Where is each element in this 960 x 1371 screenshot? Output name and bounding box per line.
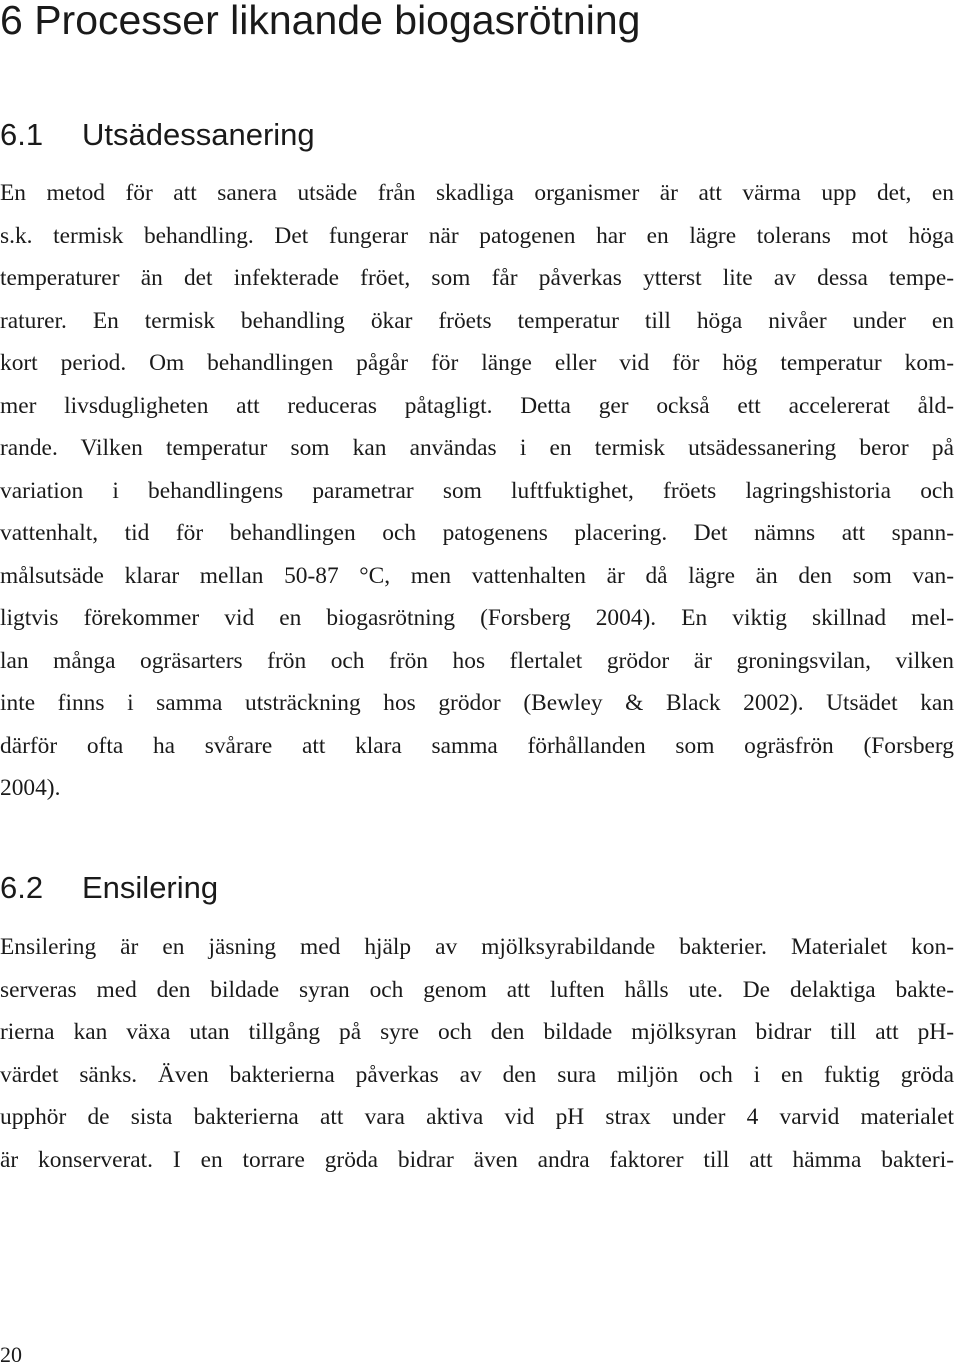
section-title: Ensilering bbox=[82, 870, 219, 905]
section-6-2-paragraph bbox=[0, 926, 954, 1181]
text-line: är konserverat. I en torrare gröda bidrar även andra faktorer till att hämma bakteri- bbox=[0, 1146, 954, 1173]
text-line: Ensilering är en jäsning med hjälp av mjölksyrabildande bakterier. Materialet kon- bbox=[0, 934, 954, 960]
section-number: 6.2 bbox=[0, 870, 44, 905]
page-number: 20 bbox=[0, 1342, 22, 1367]
text-line: därför ofta ha svårare att klara samma förhållanden som ogräsfrön (Forsberg bbox=[0, 732, 954, 759]
section-heading-6-1 bbox=[0, 115, 315, 155]
text-line: mer livsdugligheten att reduceras påtagligt. Detta ger också ett accelererat åld- bbox=[0, 392, 954, 419]
text-line: s.k. termisk behandling. Det fungerar när patogenen har en lägre tolerans mot höga bbox=[0, 222, 954, 249]
text-line: vattenhalt, tid för behandlingen och patogenens placering. Det nämns att spann- bbox=[0, 520, 954, 546]
text-line: upphör de sista bakterierna att vara aktiva vid pH strax under 4 varvid materialet bbox=[0, 1104, 954, 1130]
section-title: Utsädessanering bbox=[82, 117, 315, 152]
text-line: 2004). bbox=[0, 775, 61, 801]
text-line: kort period. Om behandlingen pågår för länge eller vid för hög temperatur kom- bbox=[0, 350, 954, 376]
chapter-title: 6 Processer liknande biogasrötning bbox=[0, 0, 641, 43]
section-heading-6-2 bbox=[0, 868, 218, 908]
text-line: ligtvis förekommer vid en biogasrötning (Forsberg 2004). En viktig skillnad mel- bbox=[0, 605, 954, 631]
text-line: variation i behandlingens parametrar som luftfuktighet, fröets lagringshistoria och bbox=[0, 477, 954, 504]
text-line: lan många ogräsarters frön och frön hos flertalet grödor är groningsvilan, vilken bbox=[0, 647, 954, 674]
text-line: rande. Vilken temperatur som kan användas i en termisk utsädessanering beror på bbox=[0, 435, 954, 461]
section-number: 6.1 bbox=[0, 117, 44, 152]
text-line: målsutsäde klarar mellan 50-87 °C, men vattenhalten är då lägre än den som van- bbox=[0, 562, 954, 589]
text-line: En metod för att sanera utsäde från skadliga organismer är att värma upp det, en bbox=[0, 180, 954, 206]
text-line: inte finns i samma utsträckning hos grödor (Bewley & Black 2002). Utsädet kan bbox=[0, 690, 954, 716]
text-line: serveras med den bildade syran och genom att luften hålls ute. De delaktiga bakte- bbox=[0, 976, 954, 1003]
text-line: raturer. En termisk behandling ökar fröets temperatur till höga nivåer under en bbox=[0, 307, 954, 334]
text-line: rierna kan växa utan tillgång på syre och den bildade mjölksyran bidrar till att pH- bbox=[0, 1019, 954, 1045]
text-line: värdet sänks. Även bakterierna påverkas av den sura miljön och i en fuktig gröda bbox=[0, 1061, 954, 1088]
text-line: temperaturer än det infekterade fröet, som får påverkas ytterst lite av dessa tempe- bbox=[0, 265, 954, 291]
section-6-1-paragraph bbox=[0, 172, 954, 810]
